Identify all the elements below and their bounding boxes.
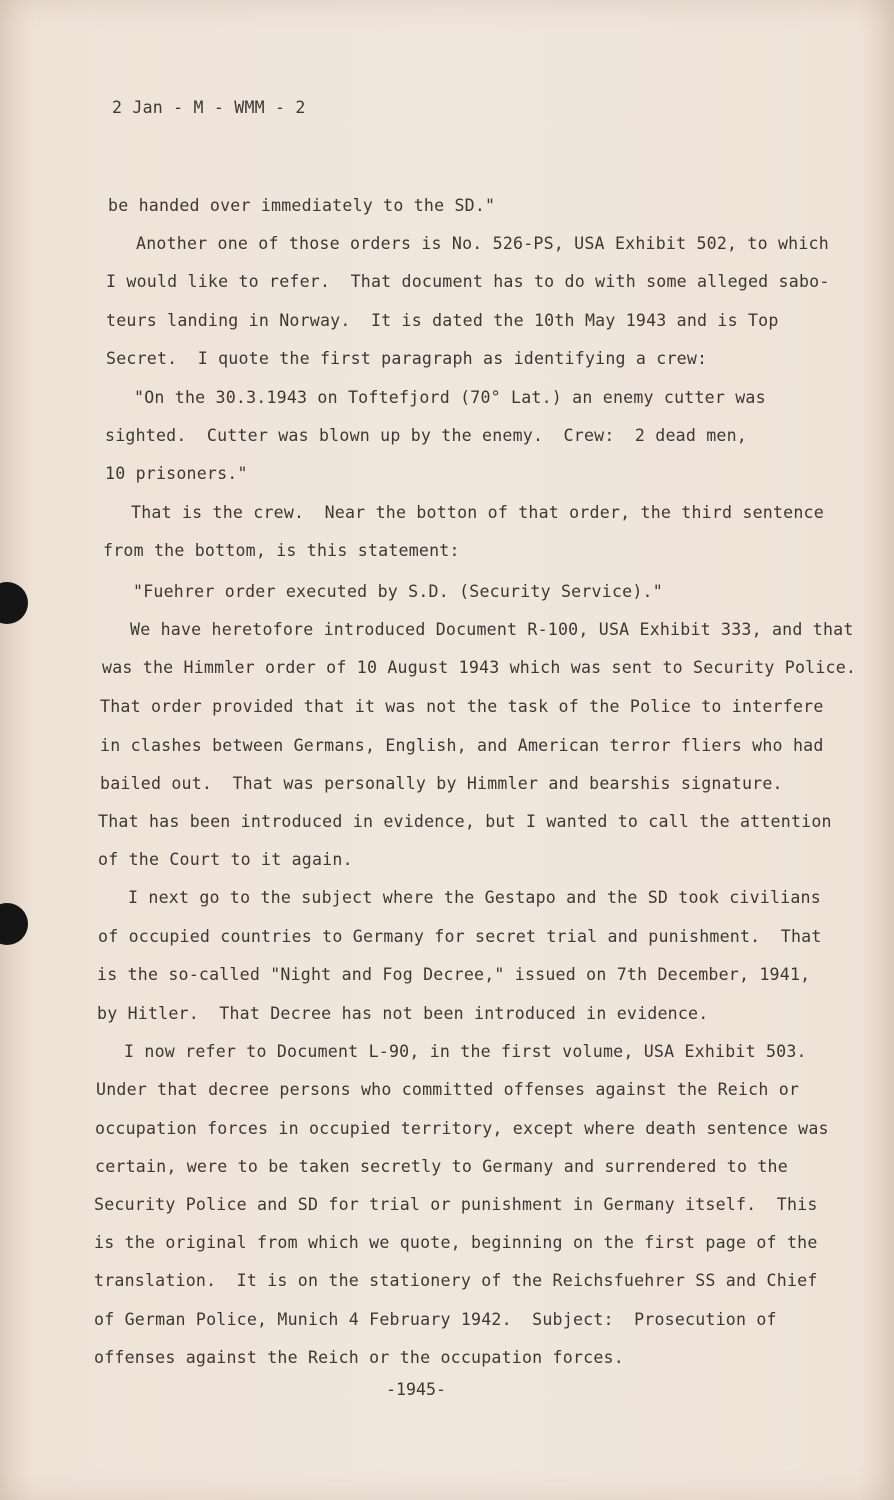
binder-hole-bottom	[0, 903, 28, 945]
text-line: That order provided that it was not the task of the Police to interfere	[100, 697, 824, 716]
text-line: was the Himmler order of 10 August 1943 which was sent to Security Police.	[102, 658, 857, 677]
text-line: in clashes between Germans, English, and American terror fliers who had	[100, 736, 824, 755]
text-line: be handed over immediately to the SD."	[108, 196, 496, 215]
text-line: translation. It is on the stationery of the Reichsfuehrer SS and Chief	[94, 1271, 818, 1290]
quote-line: sighted. Cutter was blown up by the enemy. Crew: 2 dead men,	[105, 426, 747, 445]
text-line: Another one of those orders is No. 526-PS, USA Exhibit 502, to which	[136, 234, 829, 253]
text-line: I next go to the subject where the Gestapo and the SD took civilians	[128, 888, 821, 907]
text-line: teurs landing in Norway. It is dated the 10th May 1943 and is Top	[106, 311, 779, 330]
text-line: Under that decree persons who committed offenses against the Reich or	[96, 1080, 800, 1099]
binder-hole-top	[0, 582, 28, 624]
quote-line: 10 prisoners."	[105, 464, 248, 483]
quote-line: "Fuehrer order executed by S.D. (Security Service)."	[133, 582, 663, 601]
text-line: That is the crew. Near the botton of that order, the third sentence	[131, 503, 824, 522]
text-line: occupation forces in occupied territory, except where death sentence was	[95, 1119, 829, 1138]
text-line: certain, were to be taken secretly to Germany and surrendered to the	[95, 1157, 788, 1176]
text-line: We have heretofore introduced Document R-100, USA Exhibit 333, and that	[130, 620, 854, 639]
text-line: of German Police, Munich 4 February 1942. Subject: Prosecution of	[94, 1310, 777, 1329]
text-line: I would like to refer. That document has to do with some alleged sabo-	[106, 272, 830, 291]
text-line: I now refer to Document L-90, in the first volume, USA Exhibit 503.	[124, 1042, 807, 1061]
text-line: Security Police and SD for trial or punishment in Germany itself. This	[94, 1195, 818, 1214]
text-line: That has been introduced in evidence, but I wanted to call the attention	[98, 812, 832, 831]
text-line: offenses against the Reich or the occupation forces.	[94, 1348, 624, 1367]
text-line: bailed out. That was personally by Himmler and bearshis signature.	[100, 774, 783, 793]
text-line: of occupied countries to Germany for secret trial and punishment. That	[98, 927, 822, 946]
quote-line: "On the 30.3.1943 on Toftefjord (70° Lat.) an enemy cutter was	[134, 388, 766, 407]
text-line: of the Court to it again.	[98, 850, 353, 869]
text-line: Secret. I quote the first paragraph as identifying a crew:	[106, 349, 708, 368]
page-number: -1945-	[386, 1380, 446, 1399]
text-line: by Hitler. That Decree has not been introduced in evidence.	[97, 1004, 709, 1023]
text-line: is the so-called "Night and Fog Decree," issued on 7th December, 1941,	[97, 965, 811, 984]
page-header: 2 Jan - M - WMM - 2	[112, 98, 306, 117]
text-line: from the bottom, is this statement:	[103, 541, 460, 560]
text-line: is the original from which we quote, beginning on the first page of the	[94, 1233, 818, 1252]
